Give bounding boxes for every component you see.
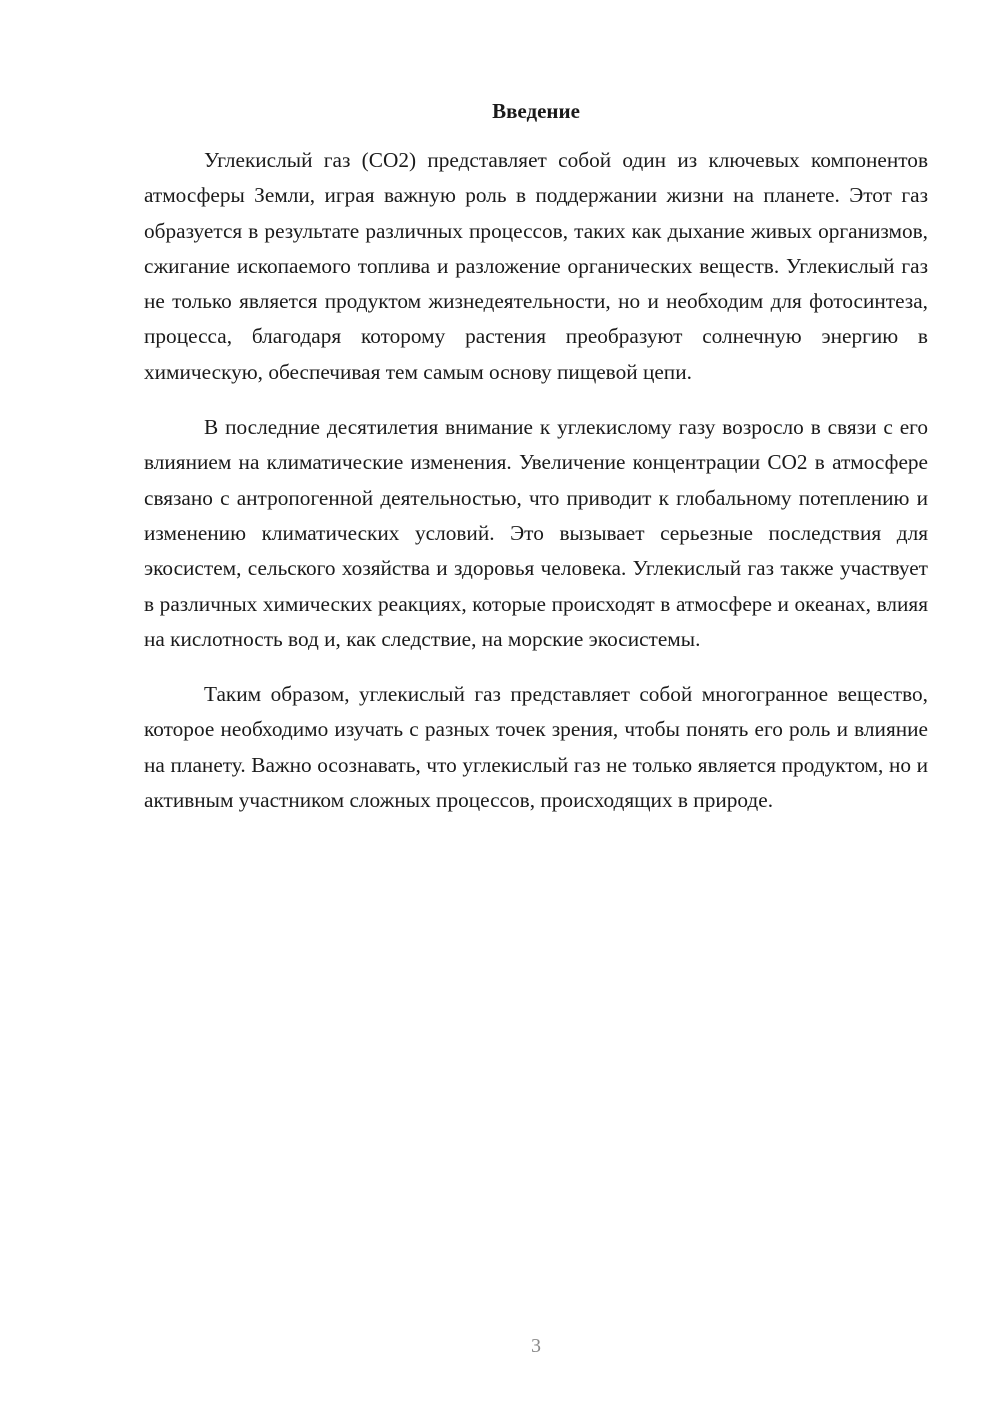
section-heading: Введение [492, 99, 580, 123]
body-text [144, 143, 928, 818]
page-number: 3 [531, 1335, 541, 1357]
paragraph-3: Таким образом, углекислый газ представляет собой многогранное вещество, которое необходимо изучать с разных точек зрения, чтобы понять его роль и влияние на планету. Важно осознавать, что углекислый газ не только является продуктом, но и активным участником сложных процессов, происходящих в природе. [144, 682, 928, 813]
paragraph-2: В последние десятилетия внимание к углекислому газу возросло в связи с его влиянием на климатические изменения. Увеличение концентрации CO2 в атмосфере связано с антропогенной деятельностью, что приводит к глобальному потеплению и изменению климатических условий. Это вызывает серьезные последствия для экосистем, сельского хозяйства и здоровья человека. Углекислый газ также участвует в различных химических реакциях, которые происходят в атмосфере и океанах, влияя на кислотность вод и, как следствие, на морские экосистемы. [144, 415, 928, 651]
paragraph-1: Углекислый газ (CO2) представляет собой один из ключевых компонентов атмосферы Земли, играя важную роль в поддержании жизни на планете. Этот газ образуется в результате различных процессов, таких как дыхание живых организмов, сжигание ископаемого топлива и разложение органических веществ. Углекислый газ не только является продуктом жизнедеятельности, но и необходим для фотосинтеза, процесса, благодаря которому растения преобразуют солнечную энергию в химическую, обеспечивая тем самым основу пищевой цепи. [144, 148, 928, 384]
